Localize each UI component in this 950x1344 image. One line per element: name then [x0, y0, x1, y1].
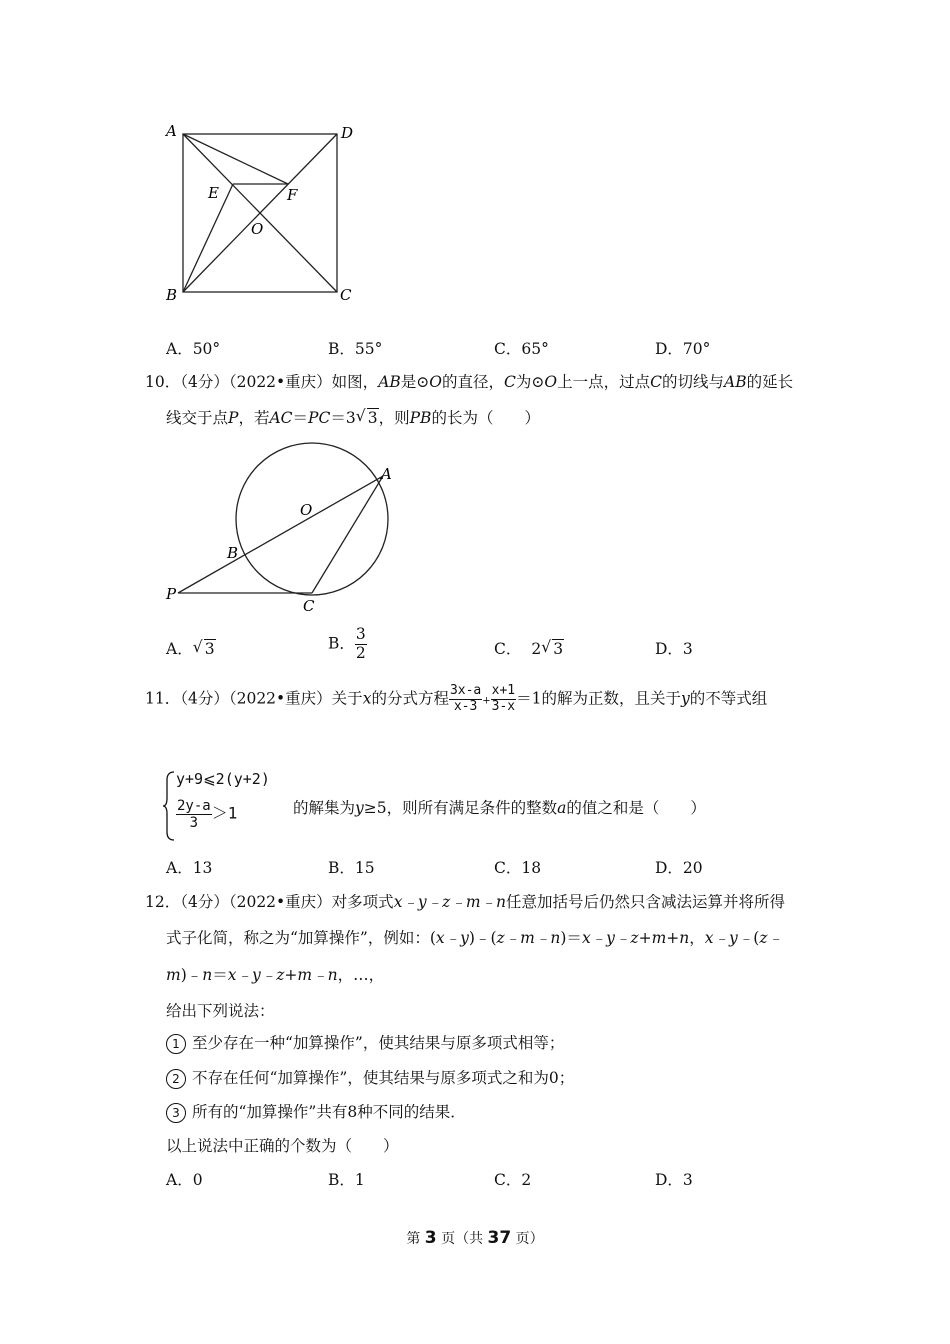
q12-seg: )﹣( [468, 929, 497, 947]
q12-statement-text: 不存在任何“加算操作”，使其结果与原多项式之和为0； [192, 1069, 575, 1087]
q12-seg: x﹣y﹣z+m﹣n [227, 966, 338, 984]
footer-pre: 第 [406, 1231, 425, 1247]
q10-seg: O [544, 373, 558, 391]
fraction-denominator: 2 [355, 643, 366, 662]
q10-option-c[interactable] [494, 637, 564, 659]
q12-seg: )﹣ [180, 966, 203, 984]
q11-system-line2 [176, 798, 237, 831]
q10-seg: AC [269, 409, 293, 427]
q10-seg: AB [378, 373, 401, 391]
q10-option-c-coef: 2 [531, 640, 542, 658]
q10-figure [160, 432, 400, 622]
q9-option-a[interactable]: A．50° [166, 340, 221, 358]
q12-seg: 式子化简，称之为“加算操作”，例如：( [166, 929, 436, 947]
q10-seg: PC [308, 409, 331, 427]
q12-statement-2 [166, 1066, 574, 1089]
fraction-denominator: 3-x [491, 698, 516, 714]
footer-total-pages: 37 [487, 1228, 512, 1248]
fraction [491, 684, 516, 715]
circled-number-3: 3 [166, 1103, 186, 1123]
q10-label-o: O [300, 501, 313, 519]
q10-seg: 的切线与 [662, 373, 725, 391]
q9-label-d: D [341, 124, 354, 142]
sqrt-expression: √ 3 [355, 407, 378, 427]
q11-number: 11． [145, 689, 181, 708]
q12-option-a[interactable]: A．0 [166, 1171, 203, 1189]
q10-score: （4分）（2022•重庆）如图， [180, 373, 379, 391]
q10-seg: ，则 [378, 409, 410, 427]
footer-page-number: 3 [424, 1228, 437, 1248]
sqrt-radicand: 3 [204, 640, 215, 658]
q10-seg: 是⊙ [400, 373, 430, 391]
footer-mid: 页（共 [436, 1231, 488, 1247]
brace-icon [162, 770, 176, 842]
q12-seg: x﹣y [435, 929, 469, 947]
q10-seg: 的直径， [442, 373, 505, 391]
q12-seg: ＝ [212, 966, 228, 984]
q11-option-d[interactable]: D．20 [655, 859, 703, 877]
circled-number-2: 2 [166, 1069, 186, 1089]
q9-label-e: E [208, 184, 219, 202]
q10-seg: O [429, 373, 442, 391]
fraction-numerator: 3x-a [449, 683, 482, 698]
q11-seg: 的解集为 [293, 799, 356, 817]
q12-seg: n [202, 966, 213, 984]
q12-seg: ( [753, 929, 760, 947]
fraction [176, 798, 212, 831]
q11-line1 [145, 684, 767, 715]
q11-seg: x [362, 689, 372, 708]
q12-seg: x﹣y﹣z+m+n [581, 929, 690, 947]
q12-seg: ， [689, 929, 705, 947]
q10-seg: 线交于点 [166, 409, 229, 427]
q9-label-b: B [166, 286, 178, 304]
q9-option-c[interactable]: C．65° [494, 340, 549, 358]
q11-seg: + [482, 695, 491, 707]
q12-seg: z﹣m﹣n [496, 929, 561, 947]
q11-line2 [293, 796, 706, 818]
q12-seg: （4分）（2022•重庆）对多项式 [180, 893, 394, 911]
q12-number: 12． [145, 893, 181, 911]
q12-statement-text: 所有的“加算操作”共有8种不同的结果． [192, 1103, 466, 1121]
q12-statement-3 [166, 1100, 466, 1123]
q10-option-d[interactable]: D．3 [655, 640, 693, 658]
q11-system-line1: y+9⩽2(y+2) [176, 770, 270, 788]
q10-line2 [166, 406, 540, 428]
q12-seg: ，…， [337, 966, 385, 984]
q10-seg: ＝ [292, 409, 309, 427]
q10-seg: C [504, 373, 516, 391]
circled-number-1: 1 [166, 1034, 186, 1054]
q12-option-b[interactable]: B．1 [328, 1171, 365, 1189]
fraction [355, 626, 367, 663]
q10-seg: C [650, 373, 662, 391]
q11-seg: 的值之和是（ ） [566, 799, 706, 817]
q10-seg: ＝3 [330, 409, 356, 427]
q11-seg: 的不等式组 [689, 689, 768, 708]
q12-statement-1 [166, 1031, 564, 1054]
q9-option-b[interactable]: B．55° [328, 340, 383, 358]
q10-option-a-label: A． [166, 640, 193, 658]
q11-option-c[interactable]: C．18 [494, 859, 542, 877]
fraction-numerator: 2y-a [177, 798, 211, 814]
q10-seg: 的延长 [746, 373, 794, 391]
fraction [449, 684, 482, 715]
q10-option-b[interactable] [328, 626, 367, 663]
q10-option-c-label: C． [494, 640, 522, 658]
q9-label-o: O [251, 220, 264, 238]
sqrt-expression: √ 3 [541, 638, 564, 658]
q11-seg: ≥5，则所有满足条件的整数 [363, 799, 558, 817]
q10-seg: 上一点，过点 [557, 373, 651, 391]
q12-ask: 以上说法中正确的个数为（ ） [166, 1137, 399, 1155]
q12-seg: x﹣y﹣z﹣m﹣n [393, 893, 507, 911]
q12-seg: x﹣y﹣ [704, 929, 754, 947]
q10-label-c: C [303, 597, 315, 615]
q12-statement-text: 至少存在一种“加算操作”，使其结果与原多项式相等； [192, 1034, 565, 1052]
q10-option-b-label: B． [328, 634, 355, 653]
q10-label-p: P [166, 585, 177, 603]
fraction-denominator: 3 [189, 815, 199, 832]
q12-line2 [166, 926, 783, 948]
q9-option-d[interactable]: D．70° [655, 340, 711, 358]
page-footer [0, 1228, 950, 1248]
q10-seg: P [228, 409, 239, 427]
q11-seg: a [557, 799, 567, 817]
q9-label-a: A [166, 122, 177, 140]
q10-seg: 的长为（ ） [431, 409, 540, 427]
q12-seg: m [166, 966, 181, 984]
fraction-numerator: 3 [355, 625, 366, 643]
q12-given: 给出下列说法： [166, 1002, 275, 1020]
q10-seg: 为⊙ [515, 373, 545, 391]
sqrt-expression: √ 3 [192, 638, 215, 658]
q9-label-f: F [287, 186, 298, 204]
q10-seg: PB [409, 409, 432, 427]
q9-label-c: C [340, 286, 352, 304]
q11-seg: 的分式方程 [371, 689, 449, 708]
q11-seg: ＝1的解为正数，且关于 [516, 689, 682, 708]
q11-option-b[interactable]: B．15 [328, 859, 375, 877]
q10-number: 10． [145, 373, 181, 391]
q11-seg: y [681, 689, 690, 708]
q10-label-a: A [381, 465, 392, 483]
sqrt-radicand: 3 [553, 640, 564, 658]
footer-post: 页） [511, 1231, 544, 1247]
q11-seg: y [355, 799, 364, 817]
q11-seg: （4分）（2022•重庆）关于 [180, 689, 363, 708]
q10-seg: AB [724, 373, 747, 391]
q12-seg: 任意加括号后仍然只含减法运算并将所得 [506, 893, 786, 911]
q10-seg: ，若 [238, 409, 270, 427]
q11-option-a[interactable]: A．13 [166, 859, 213, 877]
q9-figure [160, 118, 360, 308]
q12-option-c[interactable]: C．2 [494, 1171, 532, 1189]
q12-line1 [145, 890, 785, 912]
q12-seg: )＝ [560, 929, 582, 947]
q10-label-b: B [227, 544, 239, 562]
q12-line3 [166, 963, 384, 985]
q10-option-a[interactable] [166, 637, 216, 659]
q10-line1 [145, 370, 793, 392]
fraction-denominator: x-3 [453, 698, 478, 714]
q12-seg: z﹣ [759, 929, 784, 947]
q12-option-d[interactable]: D．3 [655, 1171, 693, 1189]
q11-system-relation: ＞1 [211, 803, 238, 823]
fraction-numerator: x+1 [491, 683, 516, 698]
sqrt-radicand: 3 [367, 409, 378, 427]
